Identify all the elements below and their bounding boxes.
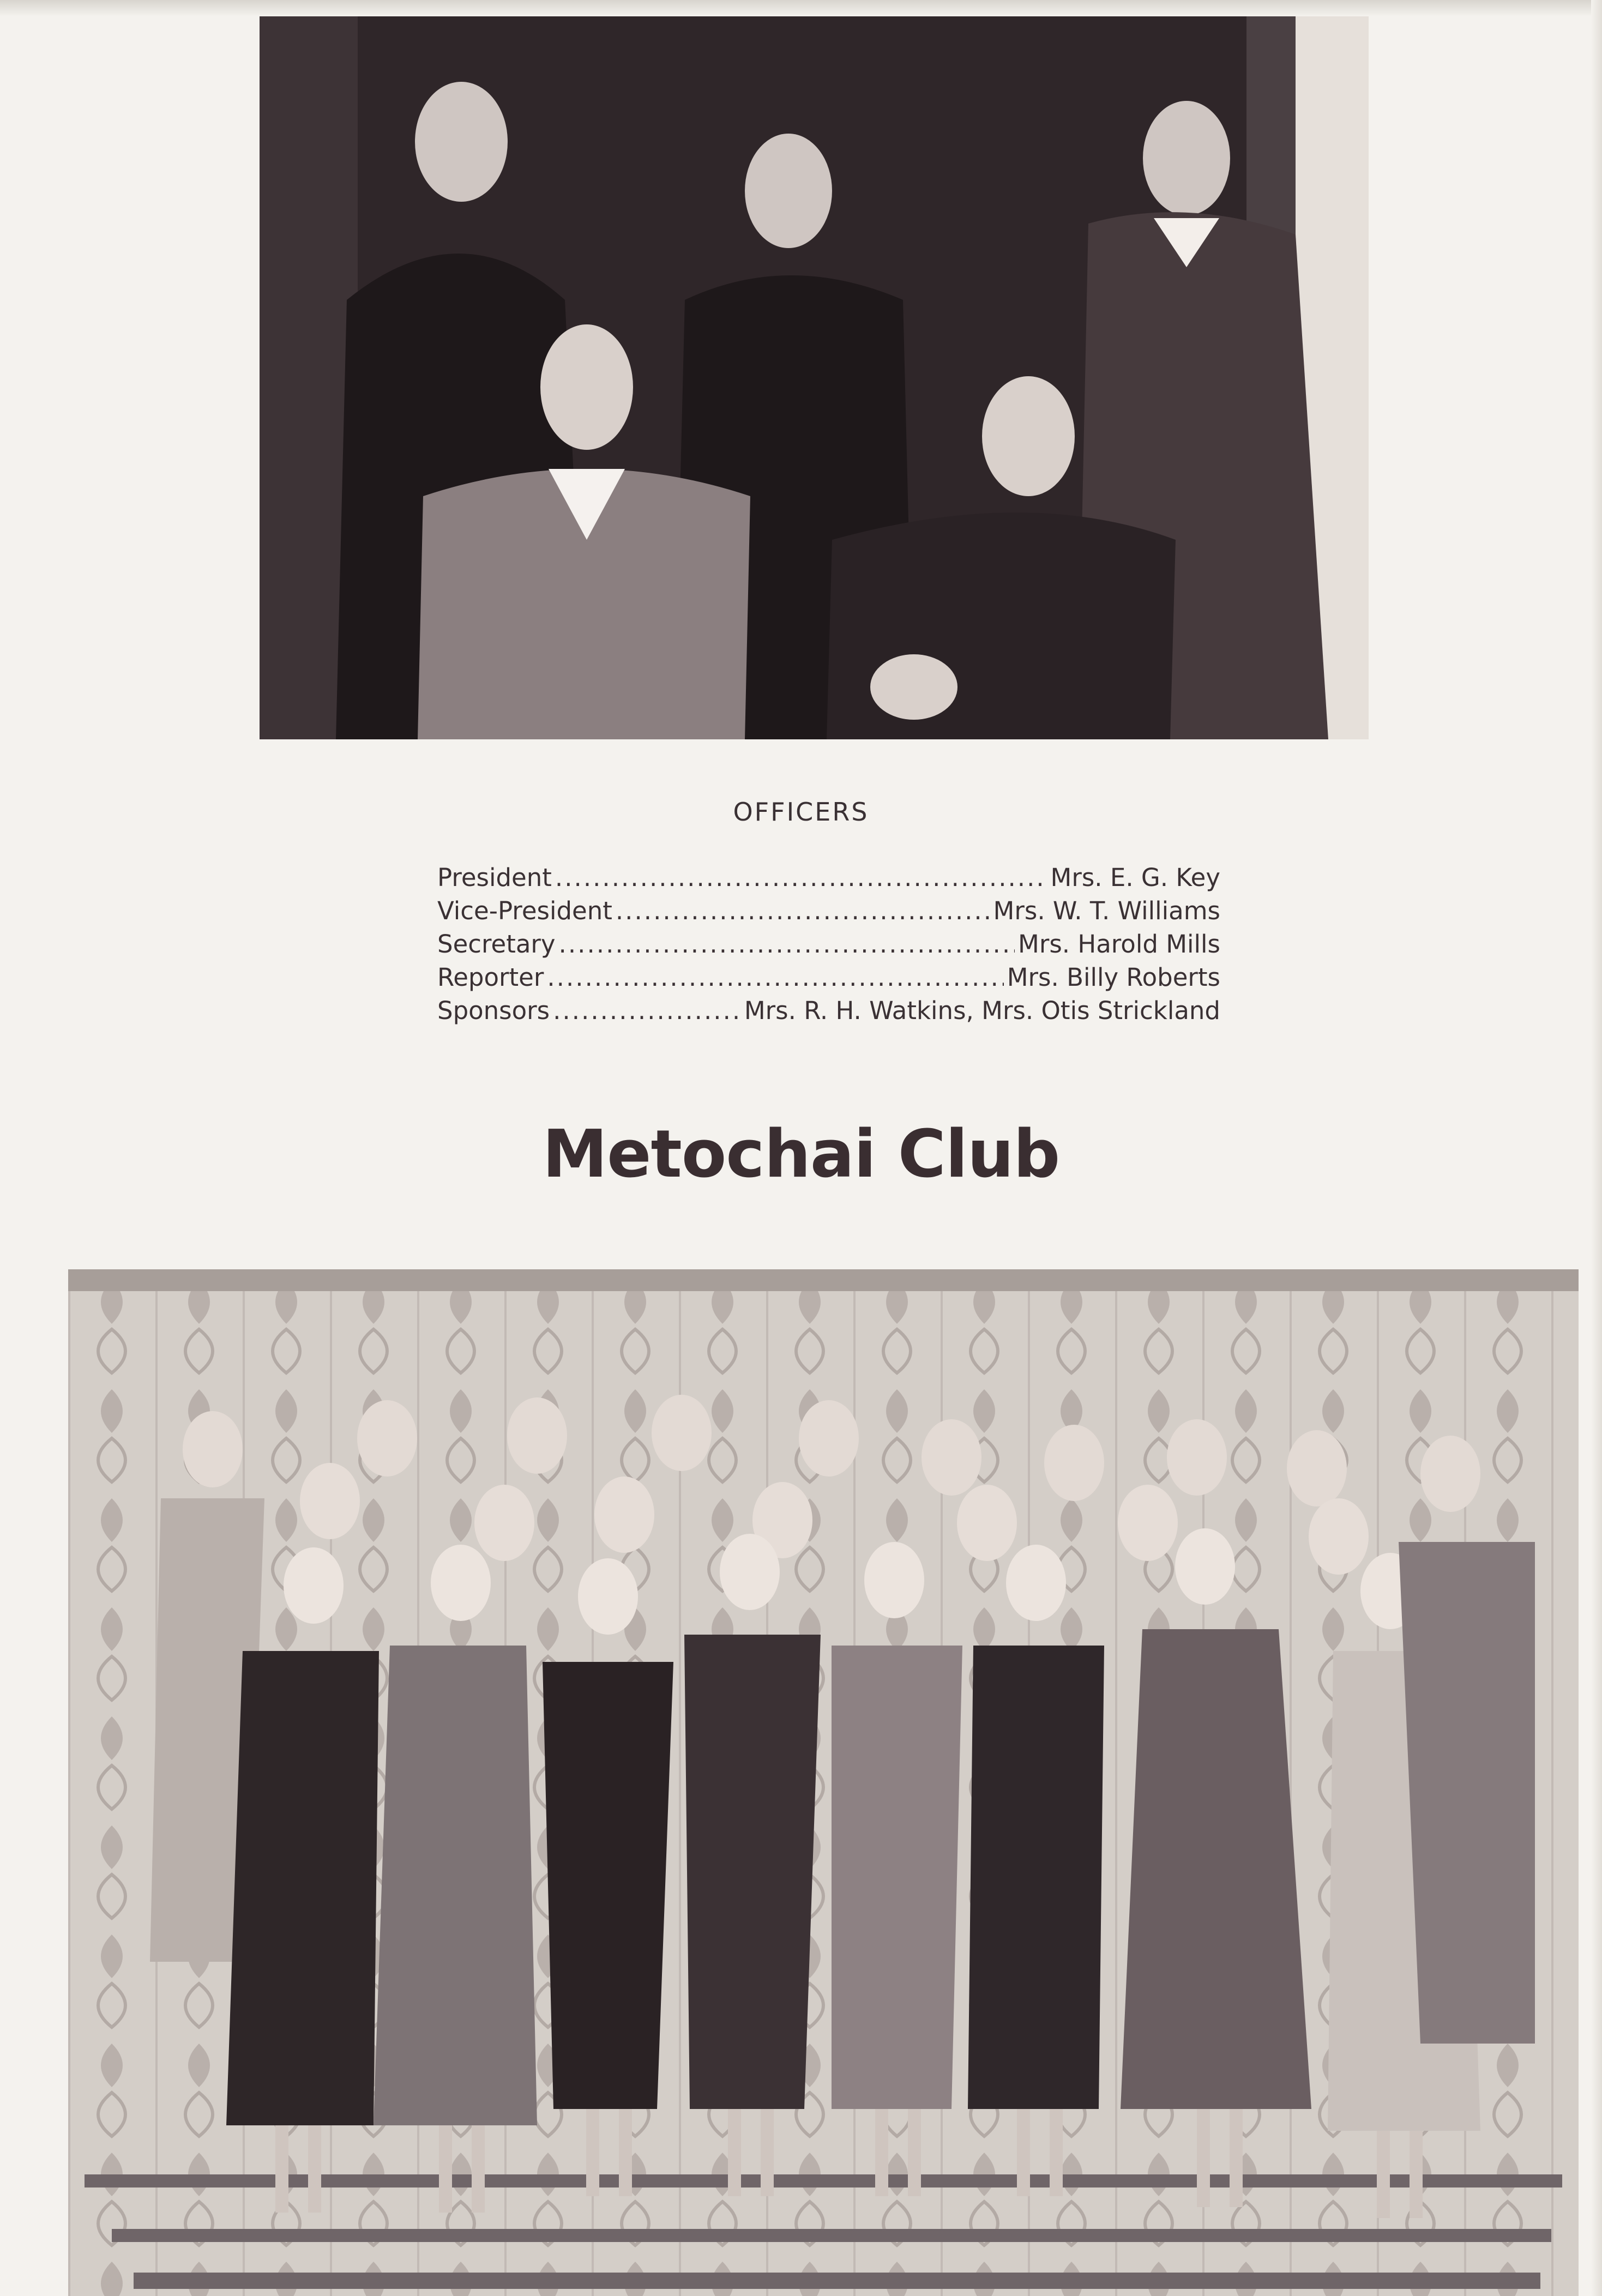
roster-name: Mrs. E. G. Key bbox=[1050, 863, 1220, 892]
roster-role: President bbox=[437, 863, 552, 892]
leader-dots bbox=[559, 930, 1015, 959]
roster-role: Secretary bbox=[437, 930, 556, 959]
leader-dots bbox=[547, 963, 1003, 992]
leader-dots bbox=[553, 996, 741, 1025]
officers-heading: OFFICERS bbox=[733, 797, 869, 827]
roster-role: Sponsors bbox=[437, 996, 550, 1025]
roster-role: Reporter bbox=[437, 963, 544, 992]
roster-row bbox=[437, 963, 1220, 996]
roster-row bbox=[437, 896, 1220, 930]
leader-dots bbox=[555, 863, 1047, 892]
roster-row bbox=[437, 863, 1220, 896]
club-title: Metochai Club bbox=[542, 1117, 1060, 1192]
roster-name: Mrs. R. H. Watkins, Mrs. Otis Strickland bbox=[744, 996, 1220, 1025]
roster-name: Mrs. Harold Mills bbox=[1018, 930, 1220, 959]
roster-row bbox=[437, 996, 1220, 1029]
page-top-edge bbox=[0, 0, 1602, 16]
officers-photo bbox=[260, 16, 1369, 739]
roster-row bbox=[437, 930, 1220, 963]
club-group-photo bbox=[68, 1269, 1579, 2296]
roster-name: Mrs. Billy Roberts bbox=[1007, 963, 1220, 992]
roster-name: Mrs. W. T. Williams bbox=[993, 896, 1220, 925]
leader-dots bbox=[616, 896, 990, 925]
officers-roster bbox=[437, 863, 1220, 1029]
roster-role: Vice-President bbox=[437, 896, 612, 925]
